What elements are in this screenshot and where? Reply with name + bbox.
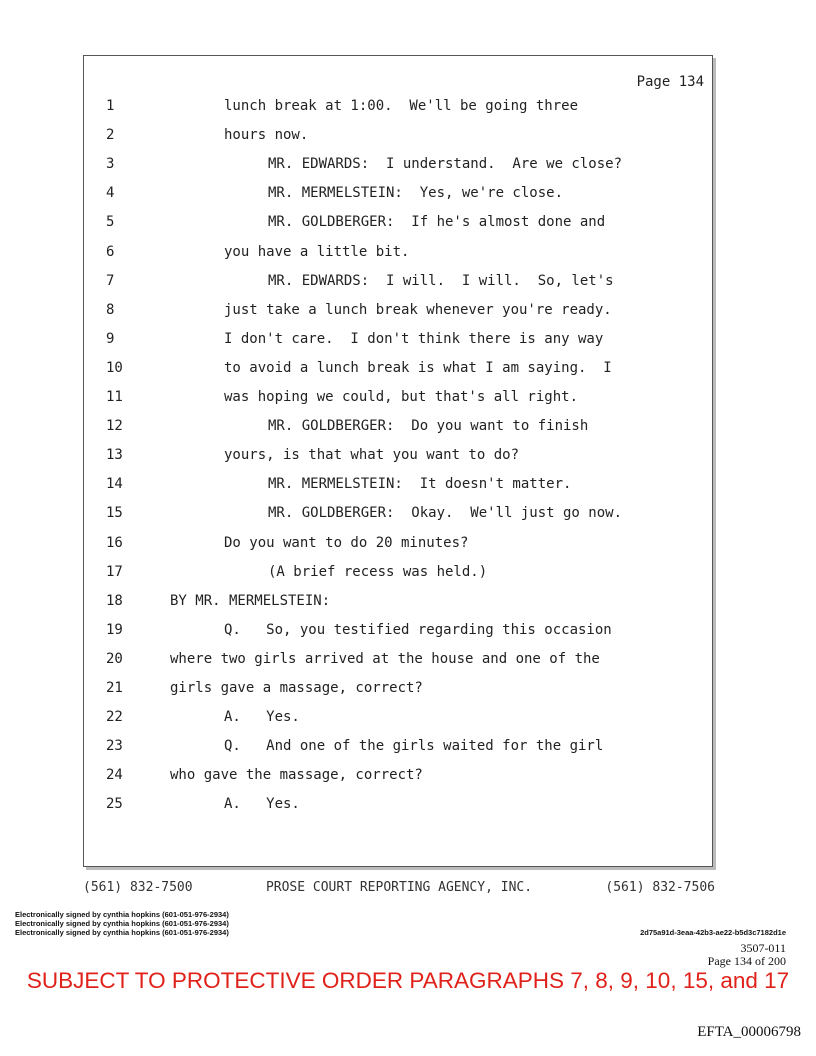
transcript-line: [84, 678, 712, 698]
line-text: you have a little bit.: [224, 243, 410, 260]
line-number: 20: [106, 650, 123, 667]
line-number: 6: [106, 243, 115, 260]
line-number: 4: [106, 185, 115, 202]
line-number: 12: [106, 418, 123, 435]
line-text: BY MR. MERMELSTEIN:: [170, 592, 331, 609]
line-text: just take a lunch break whenever you're ready.: [224, 301, 612, 318]
transcript-line: [84, 154, 712, 174]
line-text: hours now.: [224, 127, 309, 144]
line-text: MR. GOLDBERGER: Do you want to finish: [268, 418, 589, 435]
line-number: 5: [106, 214, 115, 231]
transcript-line: [84, 591, 712, 611]
transcript-line: [84, 96, 712, 116]
line-text: A. Yes.: [224, 709, 300, 726]
line-text: Q. So, you testified regarding this occasion: [224, 621, 612, 638]
line-number: 21: [106, 680, 123, 696]
transcript-line: [84, 503, 712, 523]
signature-line: Electronically signed by cynthia hopkins (601-051-976-2934): [15, 910, 229, 919]
footer-phone-right: (561) 832-7506: [605, 880, 715, 895]
line-number: 10: [106, 359, 123, 376]
line-number: 14: [106, 476, 123, 493]
line-text: MR. GOLDBERGER: If he's almost done and: [268, 214, 606, 231]
document-hash: 2d75a91d-3eaa-42b3-ae22-b5d3c7182d1e: [640, 928, 786, 937]
line-number: 19: [106, 621, 123, 638]
transcript-line: [84, 125, 712, 145]
line-text: where two girls arrived at the house and one of the: [170, 650, 600, 667]
line-text: MR. MERMELSTEIN: It doesn't matter.: [268, 476, 572, 493]
line-number: 9: [106, 330, 115, 347]
signature-line: Electronically signed by cynthia hopkins (601-051-976-2934): [15, 919, 229, 928]
line-number: 16: [106, 534, 123, 551]
transcript-line: [84, 649, 712, 669]
transcript-line: [84, 387, 712, 407]
exhibit-number: 3507-011: [740, 941, 786, 955]
line-text: MR. GOLDBERGER: Okay. We'll just go now.: [268, 505, 623, 522]
line-number: 18: [106, 592, 123, 609]
transcript-line: [84, 416, 712, 436]
line-text: MR. EDWARDS: I understand. Are we close?: [268, 156, 623, 173]
line-number: 13: [106, 447, 123, 464]
line-text: who gave the massage, correct?: [170, 767, 423, 784]
line-number: 22: [106, 709, 123, 726]
line-text: MR. EDWARDS: I will. I will. So, let's: [268, 272, 614, 289]
line-number: 15: [106, 505, 123, 522]
line-text: Do you want to do 20 minutes?: [224, 534, 469, 551]
transcript-line: [84, 445, 712, 465]
transcript-line: [84, 562, 712, 582]
transcript-line: [84, 300, 712, 320]
line-number: 8: [106, 301, 115, 318]
line-number: 2: [106, 127, 115, 144]
line-number: 25: [106, 796, 123, 813]
footer-phone-left: (561) 832-7500: [83, 880, 193, 895]
transcript-line: [84, 329, 712, 349]
line-text: Q. And one of the girls waited for the girl: [224, 738, 604, 755]
signature-line: Electronically signed by cynthia hopkins (601-051-976-2934): [15, 928, 229, 937]
line-text: lunch break at 1:00. We'll be going three: [224, 98, 579, 114]
transcript-line: [84, 765, 712, 785]
transcript-line: [84, 183, 712, 203]
line-number: 17: [106, 563, 123, 580]
line-number: 1: [106, 98, 115, 114]
transcript-line: [84, 794, 712, 814]
line-number: 23: [106, 738, 123, 755]
page-label: Page 134: [636, 74, 704, 90]
line-text: I don't care. I don't think there is any way: [224, 330, 604, 347]
bates-number: EFTA_00006798: [697, 1024, 801, 1040]
line-text: girls gave a massage, correct?: [170, 680, 423, 696]
footer-agency-name: PROSE COURT REPORTING AGENCY, INC.: [265, 880, 533, 895]
line-number: 24: [106, 767, 123, 784]
transcript-line: [84, 533, 712, 553]
line-text: (A brief recess was held.): [268, 563, 488, 580]
line-text: to avoid a lunch break is what I am saying. I: [224, 359, 612, 376]
transcript-line: [84, 242, 712, 262]
transcript-line: [84, 736, 712, 756]
transcript-line: [84, 271, 712, 291]
transcript-line: [84, 358, 712, 378]
line-text: MR. MERMELSTEIN: Yes, we're close.: [268, 185, 564, 202]
line-number: 11: [106, 389, 123, 405]
line-number: 7: [106, 272, 115, 289]
page-of-count: Page 134 of 200: [707, 954, 786, 968]
line-text: yours, is that what you want to do?: [224, 447, 520, 464]
line-text: A. Yes.: [224, 796, 300, 813]
line-text: was hoping we could, but that's all right.: [224, 389, 579, 405]
transcript-line: [84, 620, 712, 640]
exhibit-block: [708, 942, 786, 968]
footer-agency-line: [83, 880, 715, 895]
protective-order-notice: SUBJECT TO PROTECTIVE ORDER PARAGRAPHS 7, 8, 9, 10, 15, and 17: [26, 968, 790, 993]
transcript-line: [84, 707, 712, 727]
transcript-line: [84, 212, 712, 232]
line-number: 3: [106, 156, 115, 173]
transcript-line: [84, 474, 712, 494]
transcript-page-frame: [83, 55, 713, 867]
